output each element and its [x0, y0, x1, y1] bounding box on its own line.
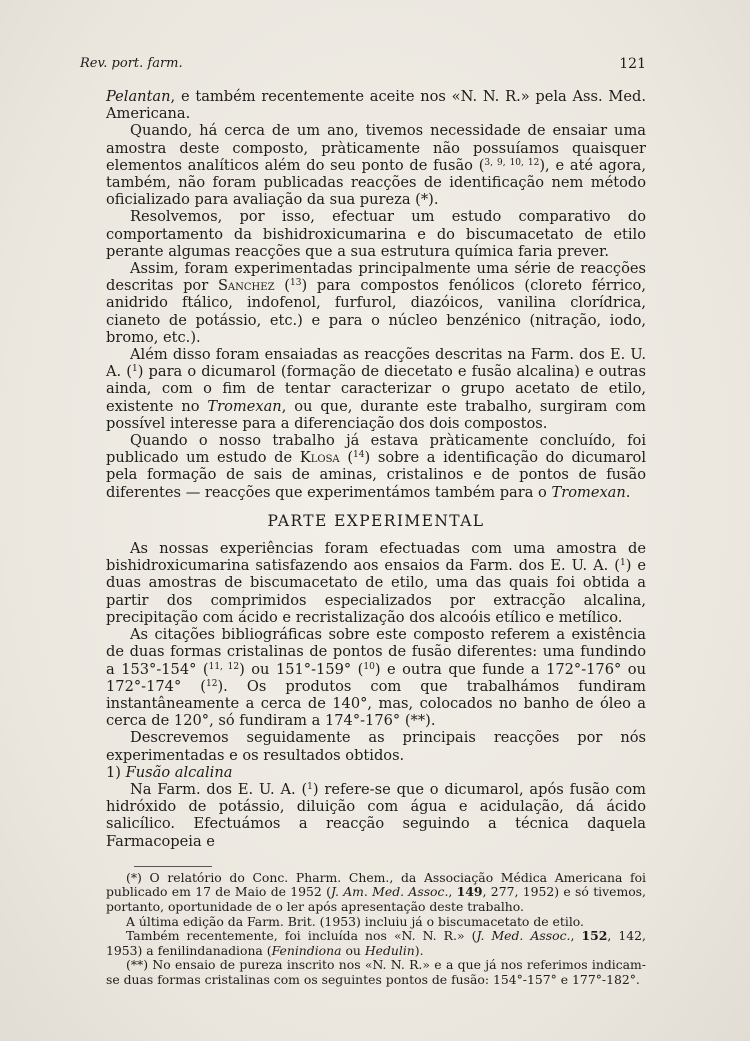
text-run: , e também recentemente aceite nos «N. N. R.» pela Ass. Med. Americana.: [106, 88, 646, 123]
footnotes: [106, 871, 646, 988]
paragraph: [106, 88, 646, 122]
section-heading: PARTE EXPERIMENTAL: [267, 511, 485, 530]
text-run: ,: [448, 884, 457, 900]
text-run: , ou que, durante este trabalho, surgiram com possível interesse para a diferenciação dos dois compostos.: [106, 397, 647, 432]
text-run: 152: [581, 928, 608, 944]
text-run: Além disso foram ensaiadas as reacções descritas na Farm. dos E. U. A. (: [106, 346, 646, 381]
text-run: Tromexan: [551, 483, 626, 501]
text-run: As nossas experiências foram efectuadas com uma amostra de bishidroxicumarina satisfazendo aos ensaios da Farm. dos E. U. A. (: [106, 540, 646, 575]
text-run: ) e duas amostras de biscumacetato de etilo, uma das quais foi obtida a partir dos comprimidos especializados por extracção alcalina, precipitação com ácido e recristalização dos alcoóis etílico e metílico.: [106, 557, 646, 626]
page-number: 121: [619, 56, 646, 72]
paragraph: [106, 260, 646, 346]
text-run: ) refere-se que o dicumarol, após fusão com hidróxido de potássio, diluição com água e acidulação, dá ácido salicílico. Efectuámos a reacção seguindo a técnica daquela Farmacopeia e: [106, 780, 646, 850]
footnote: [106, 871, 646, 915]
text-run: Tromexan: [207, 397, 282, 415]
text-run: ) para compostos fenólicos (cloreto férrico, anidrido ftálico, indofenol, furfurol, diazóicos, vanilina clorídrica, cianeto de potássio, etc.) e para o núcleo benzénico (nitração, iodo, bromo, etc.).: [106, 277, 646, 346]
intro-paragraphs: [106, 88, 646, 501]
text-run: ), e até agora, também, não foram publicadas reacções de identificação nem método oficializado para avaliação da sua pureza (*).: [106, 156, 646, 209]
text-run: 3, 9, 10, 12: [484, 157, 540, 168]
footnote: [106, 958, 646, 987]
paragraph: [106, 208, 646, 260]
footnote: [106, 929, 646, 958]
text-run: (: [339, 449, 354, 467]
text-run: .: [625, 483, 631, 501]
text-run: 1: [131, 364, 138, 375]
text-run: ) para o dicumarol (formação de diecetato e fusão alcalina) e outras ainda, com o fim de tentar caracterizar o grupo acetato de etilo, existente no: [106, 363, 646, 415]
paragraph: [106, 729, 646, 763]
text-run: Hedulin: [364, 942, 415, 958]
journal-title: Rev. port. farm.: [80, 56, 183, 71]
text-run: J. Med. Assoc.: [476, 928, 571, 944]
text-run: 13: [289, 278, 302, 289]
footnote-rule: [134, 866, 212, 867]
text-run: ) sobre a identificação do dicumarol pela formação de sais de aminas, cristalinos e de pontos de fusão diferentes — reacções que experimentámos também para o: [106, 449, 646, 501]
text-run: , 142, 1953) a fenilindanadiona (: [106, 928, 646, 958]
paragraph: [106, 432, 646, 501]
paragraph: [106, 626, 646, 729]
text-run: As citações bibliográficas sobre este composto referem a existência de duas formas cristalinas de pontos de fusão diferentes: uma fundindo a 153°-154° (: [106, 626, 646, 678]
paragraph: [106, 346, 646, 432]
experimental-paragraphs: [106, 540, 646, 764]
text-run: ) ou 151°-159° (: [239, 660, 364, 678]
paragraph: [106, 122, 646, 208]
fusion-paragraphs: [106, 781, 646, 850]
text-run: 10: [363, 661, 375, 672]
text-run: 12: [206, 678, 218, 689]
text-run: Resolvemos, por isso, efectuar um estudo comparativo do comportamento da bishidroxicumarina e do biscumacetato de etilo perante algumas reacções que a sua estrutura química faria prever.: [106, 208, 646, 260]
text-run: 1: [307, 781, 313, 792]
text-run: ,: [570, 928, 582, 944]
subsection-heading: [106, 764, 646, 781]
running-header: [80, 56, 646, 78]
paragraph: [106, 781, 646, 850]
text-run: A última edição da Farm. Brit. (1953) incluiu já o biscumacetato de etilo.: [126, 913, 584, 929]
article-body: [106, 88, 646, 987]
text-run: Sanchez: [217, 277, 275, 295]
text-run: Descrevemos seguidamente as principais reacções por nós experimentadas e os resultados obtidos.: [106, 729, 646, 764]
text-run: 1: [619, 558, 626, 569]
text-run: 11, 12: [208, 661, 240, 672]
text-run: Pelantan: [106, 88, 171, 105]
text-run: ).: [414, 942, 424, 958]
subsection-title: Fusão alcalina: [125, 763, 233, 781]
text-run: Fenindiona: [271, 942, 342, 958]
text-run: Quando, há cerca de um ano, tivemos necessidade de ensaiar uma amostra deste composto, pràticamente não possuíamos quaisquer elementos analíticos além do seu ponto de fusão (: [106, 122, 646, 174]
text-run: 149: [456, 884, 483, 900]
paragraph: [106, 540, 646, 626]
text-run: Assim, foram experimentadas principalmente uma série de reacções descritas por: [106, 260, 646, 295]
text-run: Quando o nosso trabalho já estava pràticamente concluído, foi publicado um estudo de: [106, 432, 646, 467]
text-run: Klosa: [299, 449, 340, 467]
text-run: J. Am. Med. Assoc.: [330, 884, 449, 900]
text-run: (**) No ensaio de pureza inscrito nos «N. N. R.» e a que já nos referimos indicam-se duas formas cristalinas com os seguintes pontos de fusão: 154°-157° e 177°-182°.: [106, 957, 646, 987]
text-run: ou: [341, 942, 365, 958]
subsection-number: 1): [106, 763, 121, 781]
text-run: (*) O relatório do Conc. Pharm. Chem., da Associação Médica Americana foi publicado em 17 de Maio de 1952 (: [106, 869, 646, 900]
footnote: [106, 915, 646, 930]
text-run: ). Os produtos com que trabalhámos fundiram instantâneamente a cerca de 140°, mas, colocados no banho de óleo a cerca de 120°, só fundiram a 174°-176° (**).: [106, 677, 646, 730]
text-run: ) e outra que funde a 172°-176° ou 172°-174° (: [106, 660, 646, 695]
text-run: Também recentemente, foi incluída nos «N. N. R.» (: [126, 928, 477, 944]
text-run: Na Farm. dos E. U. A. (: [130, 780, 308, 798]
text-run: (: [274, 277, 290, 295]
text-run: 14: [353, 450, 365, 461]
text-run: , 277, 1952) e só tivemos, portanto, oportunidade de o ler após apresentação deste trabalho.: [106, 884, 646, 914]
